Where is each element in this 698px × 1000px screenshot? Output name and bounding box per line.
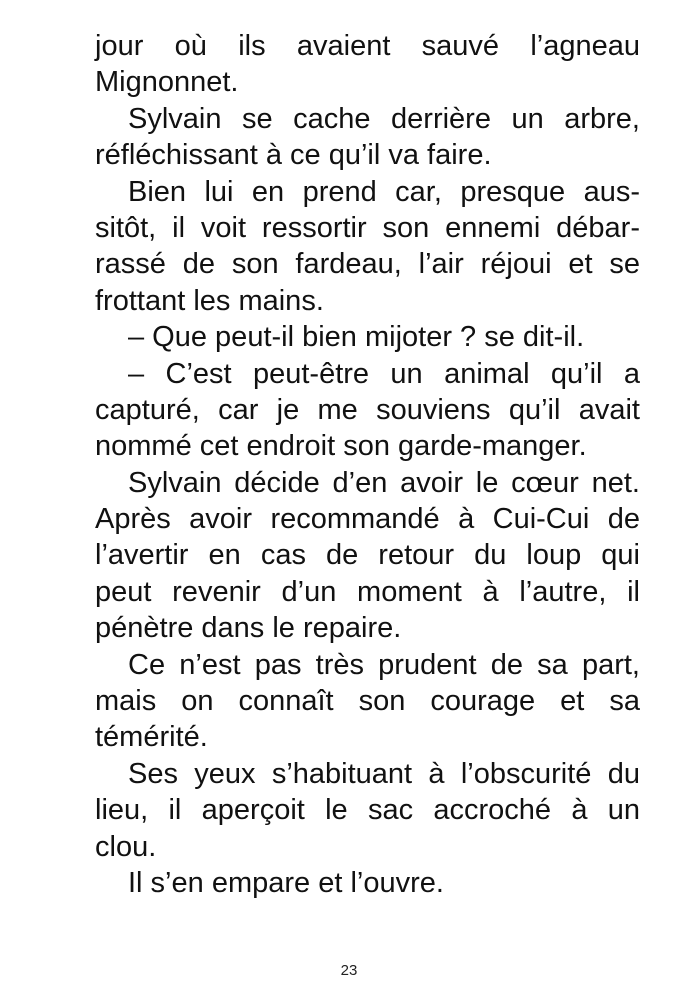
paragraph: [95, 101, 640, 174]
text-line: Après avoir recommandé à Cui-Cui de: [95, 503, 640, 536]
text-line: Il s’en empare et l’ouvre.: [128, 866, 444, 899]
text-line: capturé, car je me souviens qu’il avait: [95, 393, 640, 426]
paragraph: [95, 319, 640, 355]
text-line: peut revenir d’un moment à l’autre, il: [95, 575, 640, 608]
text-line: jour où ils avaient sauvé l’agneau: [95, 30, 640, 62]
text-line: nommé cet endroit son garde-manger.: [95, 430, 587, 463]
text-line: Ce n’est pas très prudent de sa part,: [128, 648, 640, 681]
text-line: pénètre dans le repaire.: [95, 612, 402, 645]
text-line: frottant les mains.: [95, 284, 324, 317]
paragraph: [95, 356, 640, 465]
text-line: sitôt, il voit ressortir son ennemi débar-: [95, 211, 640, 244]
text-line: Sylvain se cache derrière un arbre,: [128, 102, 640, 135]
text-line: – Que peut-il bien mijoter ? se dit-il.: [128, 321, 585, 354]
page-number: 23: [340, 962, 358, 979]
paragraph: [95, 865, 640, 901]
text-line: réfléchissant à ce qu’il va faire.: [95, 139, 492, 172]
paragraph: [95, 28, 640, 101]
text-line: témérité.: [95, 721, 208, 754]
text-line: mais on connaît son courage et sa: [95, 685, 640, 718]
text-line: Sylvain décide d’en avoir le cœur net.: [128, 466, 640, 499]
text-line: lieu, il aperçoit le sac accroché à un: [95, 794, 640, 827]
text-line: l’avertir en cas de retour du loup qui: [95, 539, 640, 572]
text-line: – C’est peut-être un animal qu’il a: [128, 357, 640, 390]
paragraph: [95, 647, 640, 756]
text-line: Ses yeux s’habituant à l’obscurité du: [128, 757, 640, 790]
text-line: rassé de son fardeau, l’air réjoui et se: [95, 248, 640, 281]
text-line: Mignonnet.: [95, 66, 239, 99]
text-line: clou.: [95, 830, 157, 863]
page-body: [95, 28, 640, 901]
paragraph: [95, 756, 640, 865]
paragraph: [95, 174, 640, 320]
paragraph: [95, 465, 640, 647]
text-line: Bien lui en prend car, presque aus-: [128, 175, 640, 208]
